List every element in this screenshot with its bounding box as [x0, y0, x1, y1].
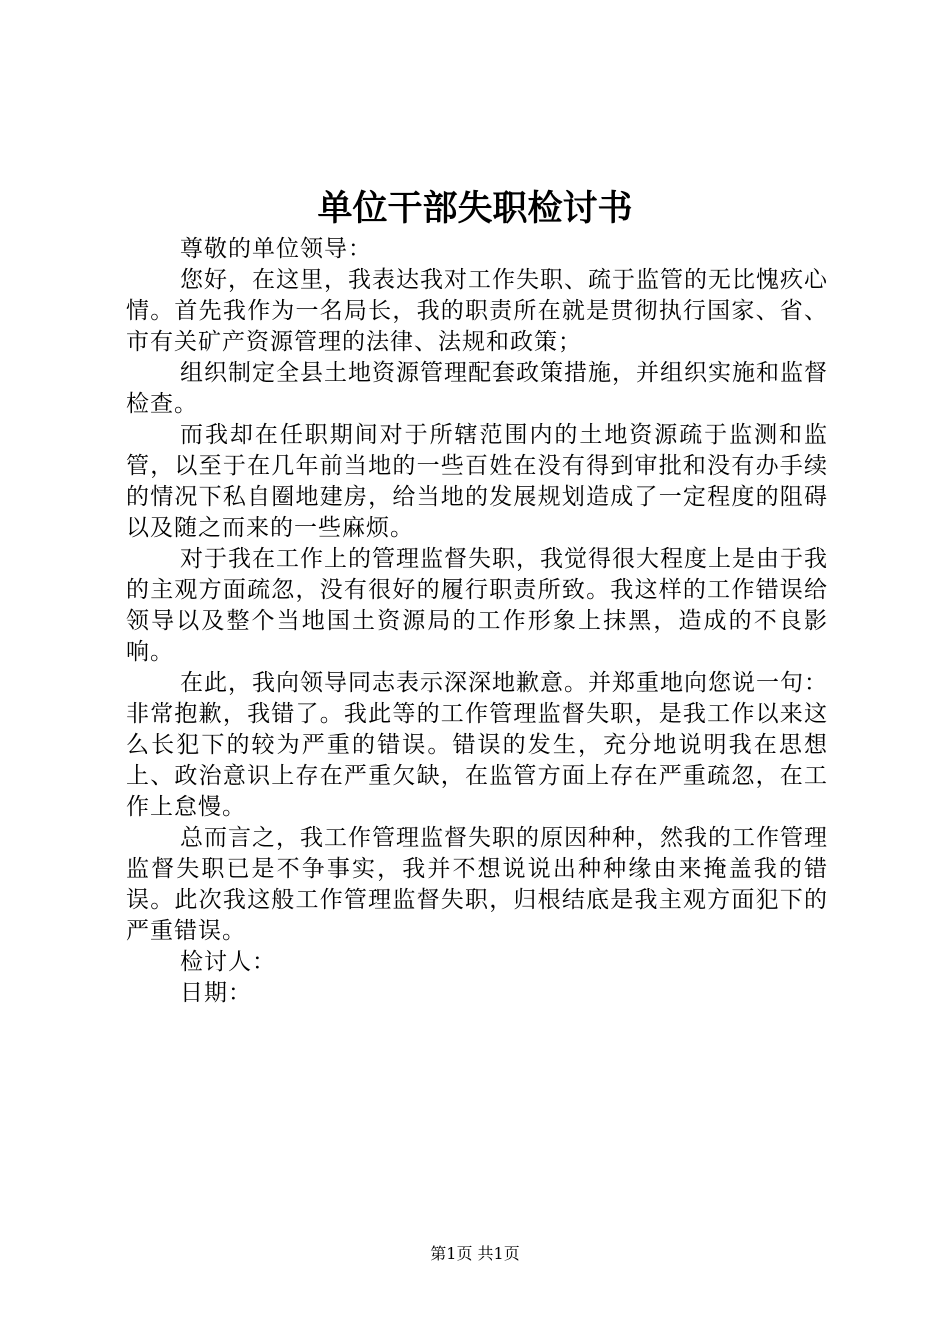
document-title: 单位干部失职检讨书 — [317, 188, 633, 229]
paragraph-5: 在此，我向领导同志表示深深地歉意。并郑重地向您说一句：非常抱歉，我错了。我此等的工作管理监督失职，是我工作以来这么长犯下的较为严重的错误。错误的发生，充分地说明我在思想上、政治意识上存在严重欠缺，在监管方面上存在严重疏忽，在工作上怠慢。 — [126, 670, 828, 820]
paragraph-2: 组织制定全县土地资源管理配套政策措施，并组织实施和监督检查。 — [126, 360, 828, 417]
date-label: 日期： — [180, 980, 252, 1006]
paragraph-4: 对于我在工作上的管理监督失职，我觉得很大程度上是由于我的主观方面疏忽，没有很好的履行职责所致。我这样的工作错误给领导以及整个当地国土资源局的工作形象上抹黑，造成的不良影响。 — [126, 546, 828, 665]
salutation: 尊敬的单位领导： — [180, 236, 372, 262]
document-body — [126, 234, 828, 1009]
paragraph-3: 而我却在任职期间对于所辖范围内的土地资源疏于监测和监管，以至于在几年前当地的一些百姓在没有得到审批和没有办手续的情况下私自圈地建房，给当地的发展规划造成了一定程度的阻碍以及随之而来的一些麻烦。 — [126, 422, 828, 541]
signature-label: 检讨人： — [180, 949, 276, 975]
paragraph-6: 总而言之，我工作管理监督失职的原因种种，然我的工作管理监督失职已是不争事实，我并不想说说出种种缘由来掩盖我的错误。此次我这般工作管理监督失职，归根结底是我主观方面犯下的严重错误。 — [126, 825, 828, 944]
page-footer: 第1页 共1页 — [430, 1244, 520, 1263]
paragraph-1: 您好，在这里，我表达我对工作失职、疏于监管的无比愧疚心情。首先我作为一名局长，我的职责所在就是贯彻执行国家、省、市有关矿产资源管理的法律、法规和政策； — [126, 267, 828, 355]
